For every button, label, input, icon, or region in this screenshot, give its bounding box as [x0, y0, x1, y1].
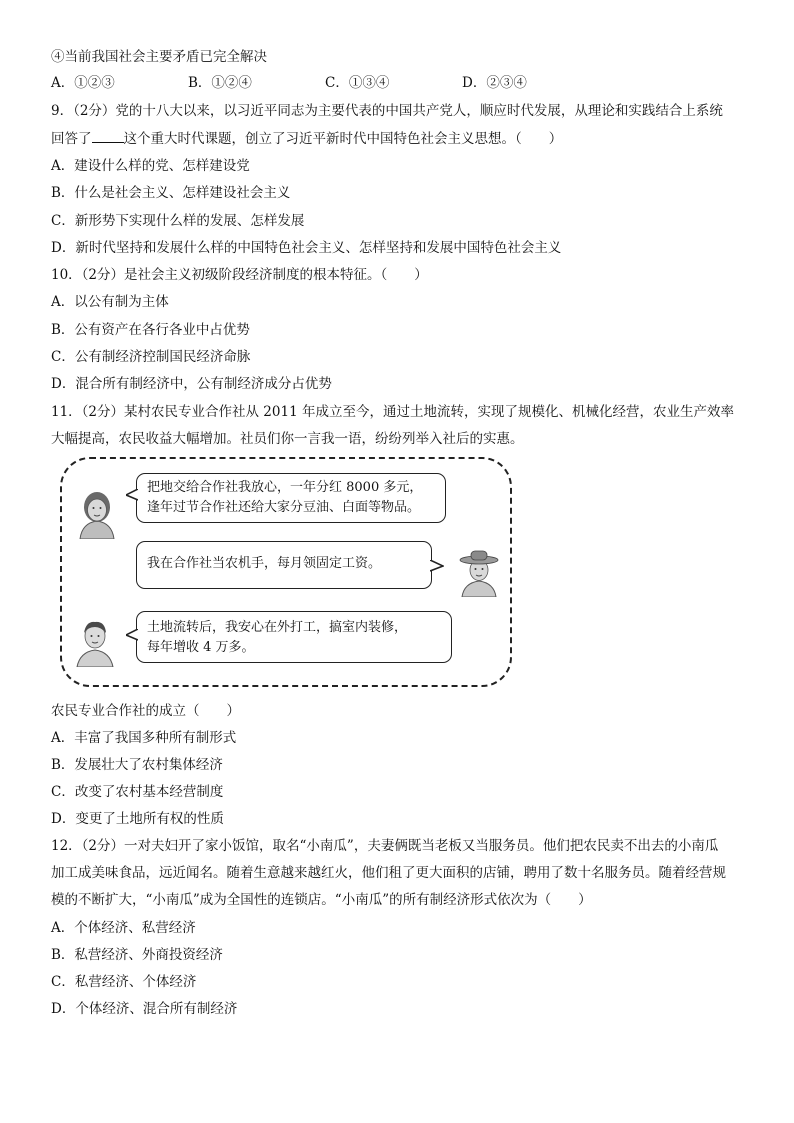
- q11-stem-line1: 11．（2分）某村农民专业合作社从 2011 年成立至今，通过土地流转，实现了规模化、机械化经营，农业生产效率: [51, 404, 734, 420]
- q11-bubble3-line2: 每年增收 4 万多。: [147, 640, 255, 655]
- q9-blank: [92, 128, 124, 143]
- q12-option-b[interactable]: B．私营经济、外商投资经济: [51, 947, 223, 963]
- q9-stem-line1: 9．（2分）党的十八大以来，以习近平同志为主要代表的中国共产党人，顺应时代发展，从理论和实践结合上系统: [51, 103, 723, 119]
- q9-option-b[interactable]: B．什么是社会主义、怎样建设社会主义: [51, 185, 291, 201]
- q10-option-b[interactable]: B．公有资产在各行各业中占优势: [51, 322, 250, 338]
- q8-option-a[interactable]: A．①②③: [51, 75, 115, 91]
- q11-bubble1-line1: 把地交给合作社我放心，一年分红 8000 多元，: [147, 480, 423, 495]
- q12-option-a[interactable]: A．个体经济、私营经济: [51, 920, 196, 936]
- q9-stem-line2: [51, 128, 754, 149]
- q8-option-b[interactable]: B．①②④: [188, 75, 252, 91]
- q12-stem-line1: 12．（2分）一对夫妇开了家小饭馆，取名“小南瓜”，夫妻俩既当老板又当服务员。他们把农民卖不出去的小南瓜: [51, 838, 719, 854]
- bubble1-tail-icon: [126, 489, 138, 501]
- q9-stem-post: 这个重大时代课题，创立了习近平新时代中国特色社会主义思想。（ ）: [123, 131, 563, 147]
- q11-dialogue-figure: [60, 457, 512, 687]
- q11-speech-bubble-3: [136, 611, 452, 663]
- q11-option-a[interactable]: A．丰富了我国多种所有制形式: [51, 730, 237, 746]
- q11-bubble2-line1: 我在合作社当农机手，每月领固定工资。: [147, 556, 382, 571]
- q9-option-a[interactable]: A．建设什么样的党、怎样建设党: [51, 158, 250, 174]
- q11-question: 农民专业合作社的成立（ ）: [51, 703, 240, 719]
- farmer-woman-avatar-icon: [74, 487, 120, 539]
- q8-item-4: ④当前我国社会主要矛盾已完全解决: [51, 49, 267, 65]
- q11-bubble3-line1: 土地流转后，我安心在外打工，搞室内装修，: [147, 620, 408, 635]
- q11-speech-bubble-2: [136, 541, 432, 589]
- q9-option-c[interactable]: C．新形势下实现什么样的发展、怎样发展: [51, 213, 305, 229]
- q8-options: [51, 73, 754, 93]
- q11-speech-bubble-1: [136, 473, 446, 523]
- q8-option-c[interactable]: C．①③④: [325, 75, 390, 91]
- q11-option-c[interactable]: C．改变了农村基本经营制度: [51, 784, 224, 800]
- q10-option-d[interactable]: D．混合所有制经济中，公有制经济成分占优势: [51, 376, 332, 392]
- q9-stem-pre: 回答了: [51, 131, 92, 147]
- q8-option-d[interactable]: D．②③④: [462, 75, 527, 91]
- q12-option-c[interactable]: C．私营经济、个体经济: [51, 974, 197, 990]
- worker-man-avatar-icon: [72, 615, 118, 667]
- bubble2-tail-icon: [430, 560, 444, 572]
- farmer-man-hat-avatar-icon: [456, 547, 502, 597]
- q12-stem-line3: 模的不断扩大，“小南瓜”成为全国性的连锁店。“小南瓜”的所有制经济形式依次为（ ）: [51, 892, 592, 908]
- q9-option-d[interactable]: D．新时代坚持和发展什么样的中国特色社会主义、怎样坚持和发展中国特色社会主义: [51, 240, 562, 256]
- q10-option-a[interactable]: A．以公有制为主体: [51, 294, 169, 310]
- q10-stem: 10．（2分）是社会主义初级阶段经济制度的根本特征。（ ）: [51, 267, 428, 283]
- bubble3-tail-icon: [126, 629, 138, 641]
- q10-option-c[interactable]: C．公有制经济控制国民经济命脉: [51, 349, 251, 365]
- q11-stem-line2: 大幅提高，农民收益大幅增加。社员们你一言我一语，纷纷列举入社后的实惠。: [51, 431, 524, 447]
- q11-option-b[interactable]: B．发展壮大了农村集体经济: [51, 757, 223, 773]
- q12-option-d[interactable]: D．个体经济、混合所有制经济: [51, 1001, 238, 1017]
- q12-stem-line2: 加工成美味食品，远近闻名。随着生意越来越红火，他们租了更大面积的店铺，聘用了数十名服务员。随着经营规: [51, 865, 726, 881]
- q11-bubble1-line2: 逢年过节合作社还给大家分豆油、白面等物品。: [147, 500, 421, 515]
- q11-option-d[interactable]: D．变更了土地所有权的性质: [51, 811, 224, 827]
